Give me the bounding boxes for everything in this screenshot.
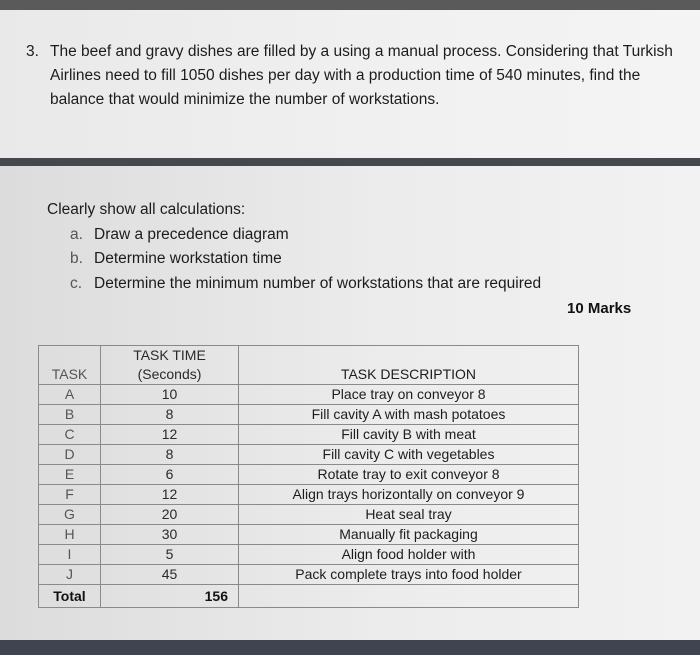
task-table bbox=[38, 345, 579, 608]
task-description: Heat seal tray bbox=[239, 505, 579, 525]
task-time: 5 bbox=[101, 545, 239, 565]
instruction-text: Determine the minimum number of workstations that are required bbox=[94, 275, 542, 292]
instruction-letter: c. bbox=[70, 275, 83, 292]
task-description: Fill cavity B with meat bbox=[239, 425, 579, 445]
task-id: E bbox=[39, 465, 101, 485]
task-id: G bbox=[39, 505, 101, 525]
table-row bbox=[39, 385, 579, 405]
task-time: 12 bbox=[101, 485, 239, 505]
instructions-heading: Clearly show all calculations: bbox=[47, 201, 246, 218]
bottom-edge bbox=[0, 640, 700, 655]
table-row bbox=[39, 485, 579, 505]
table-row bbox=[39, 525, 579, 545]
table-row bbox=[39, 445, 579, 465]
task-time: 10 bbox=[101, 385, 239, 405]
table-row bbox=[39, 425, 579, 445]
total-label: Total bbox=[39, 585, 101, 608]
table-row bbox=[39, 565, 579, 585]
table-row bbox=[39, 505, 579, 525]
task-description: Fill cavity C with vegetables bbox=[239, 445, 579, 465]
task-time: 45 bbox=[101, 565, 239, 585]
header-time-line2: (Seconds) bbox=[137, 366, 202, 382]
task-id: H bbox=[39, 525, 101, 545]
header-task-time bbox=[101, 346, 239, 385]
task-time: 6 bbox=[101, 465, 239, 485]
task-time: 20 bbox=[101, 505, 239, 525]
table-row bbox=[39, 545, 579, 565]
task-description: Align food holder with bbox=[239, 545, 579, 565]
task-id: C bbox=[39, 425, 101, 445]
header-description: TASK DESCRIPTION bbox=[239, 346, 579, 385]
question-text: The beef and gravy dishes are filled by a using a manual process. Considering that Turkish Airlines need to fill 1050 dishes per day with a production time of 540 minutes, find the balance that would minimize the number of workstations. bbox=[50, 43, 673, 108]
page-divider bbox=[0, 158, 700, 166]
task-id: A bbox=[39, 385, 101, 405]
instruction-item-b bbox=[70, 250, 282, 268]
total-value: 156 bbox=[101, 585, 239, 608]
task-description: Rotate tray to exit conveyor 8 bbox=[239, 465, 579, 485]
table-row bbox=[39, 465, 579, 485]
top-edge bbox=[0, 0, 700, 10]
task-time: 8 bbox=[101, 445, 239, 465]
task-description: Fill cavity A with mash potatoes bbox=[239, 405, 579, 425]
task-id: J bbox=[39, 565, 101, 585]
task-id: F bbox=[39, 485, 101, 505]
task-time: 12 bbox=[101, 425, 239, 445]
task-description: Pack complete trays into food holder bbox=[239, 565, 579, 585]
total-empty-cell bbox=[239, 585, 579, 608]
instruction-text: Draw a precedence diagram bbox=[94, 226, 289, 243]
table-row bbox=[39, 405, 579, 425]
task-id: B bbox=[39, 405, 101, 425]
table-total-row bbox=[39, 585, 579, 608]
table-header-row bbox=[39, 346, 579, 385]
task-id: D bbox=[39, 445, 101, 465]
header-time-line1: TASK TIME bbox=[133, 347, 206, 363]
task-description: Manually fit packaging bbox=[239, 525, 579, 545]
instruction-item-c bbox=[70, 275, 541, 293]
instruction-letter: a. bbox=[70, 226, 83, 243]
task-time: 30 bbox=[101, 525, 239, 545]
header-task: TASK bbox=[39, 346, 101, 385]
task-description: Place tray on conveyor 8 bbox=[239, 385, 579, 405]
marks-label: 10 Marks bbox=[567, 300, 632, 317]
instruction-text: Determine workstation time bbox=[94, 250, 282, 267]
task-description: Align trays horizontally on conveyor 9 bbox=[239, 485, 579, 505]
task-id: I bbox=[39, 545, 101, 565]
task-time: 8 bbox=[101, 405, 239, 425]
instruction-letter: b. bbox=[70, 250, 83, 267]
instruction-item-a bbox=[70, 226, 289, 244]
question-number: 3. bbox=[26, 43, 39, 60]
